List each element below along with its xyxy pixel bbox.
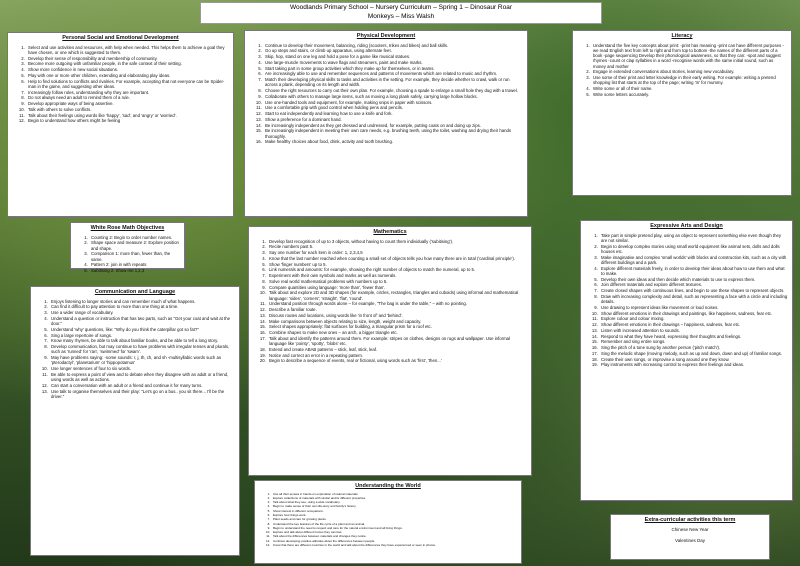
list-item: 12. Describe a familiar route. bbox=[267, 307, 527, 312]
extra-curricular-list bbox=[611, 527, 769, 544]
list-item: 1. Enjoys listening to longer stories and can remember much of what happens. bbox=[49, 299, 235, 304]
list-item: 10. Talk with others to solve conflicts. bbox=[26, 107, 229, 112]
list-item: 1. Develop fast recognition of up to 3 objects, without having to count them individually ('subitising'). bbox=[267, 239, 527, 244]
list-item: 19. Notice and correct an error in a repeating pattern. bbox=[267, 353, 527, 358]
list-item: 7. Experiment with their own symbols and marks as well as numerals. bbox=[267, 273, 527, 278]
list-item: 17. Sing the melodic shape (moving melody, such as up and down, down and up) of familiar songs. bbox=[599, 351, 788, 356]
list-item: 5. Subitising 2: Show me 1,2,3 bbox=[89, 268, 180, 273]
white-rose-title: White Rose Math Objectives bbox=[90, 225, 165, 231]
list-item: 4. Write some or all of their name. bbox=[591, 86, 787, 91]
list-item: 20. Begin to describe a sequence of events, real or fictional, using words such as 'first', 'then...' bbox=[267, 358, 527, 363]
list-item: 15. Remember and sing entire songs. bbox=[599, 339, 788, 344]
list-item: 13. Know that there are different countries in the world and talk about the differences they have experienced or seen in photos. bbox=[271, 544, 517, 548]
list-item: 4. Pattern 2: join in with repeats bbox=[89, 262, 180, 267]
mathematics-list bbox=[249, 239, 531, 364]
list-item: 15. Select shapes appropriately: flat surfaces for building, a triangular prism for a roof etc. bbox=[267, 324, 527, 329]
list-item: 3. Make imaginative and complex 'small worlds' with blocks and construction kits, such as a city with different buildings and a park. bbox=[599, 255, 788, 266]
list-item: 10. Talk about and explore 2D and 3D shapes (for example, circles, rectangles, triangles and cuboids) using informal and mathematical language: 'sides', 'corners'; 'straight', 'flat', 'round'. bbox=[267, 290, 527, 301]
list-item: 14. Make comparisons between objects relating to size, length, weight and capacity. bbox=[267, 319, 527, 324]
list-item: 6. Join different materials and explore different textures. bbox=[599, 282, 788, 287]
list-item: 2. Engage in extended conversations about stories, learning new vocabulary. bbox=[591, 69, 787, 74]
list-item: 10. Use one-handed tools and equipment, for example, making snips in paper with scissors. bbox=[263, 100, 523, 105]
list-item: 9. May have problems saying: -some sounds: r, j, th, ch, and sh -multisyllabic words such as 'pterodactyl', 'planetarium' or 'hippopotamus' bbox=[49, 355, 235, 366]
mathematics-box bbox=[248, 226, 532, 476]
list-item: 2. Explore collections of materials with similar and/or different properties. bbox=[271, 497, 517, 501]
list-item: 16. Combine shapes to make new ones – an arch, a bigger triangle etc. bbox=[267, 330, 527, 335]
list-item: 7. Increasingly follow rules, understanding why they are important. bbox=[26, 90, 229, 95]
list-item: 4. Know that the last number reached when counting a small set of objects tells you how many there are in total ('cardinal principle'). bbox=[267, 256, 527, 261]
list-item: 3. Use some of their print and letter knowledge in their early writing. For example: writing a pretend shopping list that starts at the top of the page; writing 'm' for mummy. bbox=[591, 75, 787, 86]
list-item: 13. Listen with increased attention to sounds. bbox=[599, 328, 788, 333]
list-item: 11. Understand position through words alone – for example, "The bag is under the table," – with no pointing. bbox=[267, 301, 527, 306]
literacy-list bbox=[573, 43, 791, 98]
list-item: 5. Start taking part in some group activities which they make up for themselves, or in teams. bbox=[263, 66, 523, 71]
list-item: 5. Write some letters accurately. bbox=[591, 92, 787, 97]
list-item: 11. Be able to express a point of view and to debate when they disagree with an adult or a friend, using words as well as actions. bbox=[49, 372, 235, 383]
list-item: 12. Start to eat independently and learning how to use a knife and fork. bbox=[263, 111, 523, 116]
list-item: 10. Explore and talk about different forces they can feel. bbox=[271, 531, 517, 535]
personal-social-title: Personal Social and Emotional Development bbox=[62, 35, 179, 41]
list-item: 5. Understand 'why' questions, like: "Why do you think the caterpillar got so fat?" bbox=[49, 327, 235, 332]
list-item: 12. Continue developing positive attitudes about the differences between people. bbox=[271, 540, 517, 544]
list-item: 9. Use drawing to represent ideas like movement or loud noises. bbox=[599, 305, 788, 310]
communication-box bbox=[30, 286, 240, 556]
list-item: 3. Talk about what they see, using a wide vocabulary. bbox=[271, 501, 517, 505]
list-item: 14. Be increasingly independent as they get dressed and undressed, for example, putting coats on and doing up zips. bbox=[263, 123, 523, 128]
list-item: 7. Match their developing physical skills to tasks and activities in the setting. For example, they decide whether to crawl, walk or run across a plank, depending on its length and width. bbox=[263, 77, 523, 88]
literacy-box bbox=[572, 30, 792, 196]
physical-title: Physical Development bbox=[356, 33, 416, 39]
list-item: 18. Create their own songs, or improvise a song around one they know. bbox=[599, 357, 788, 362]
list-item: 7. Create closed shapes with continuous lines, and begin to use these shapes to represent objects. bbox=[599, 288, 788, 293]
list-item: 19. Play instruments with increasing control to express their feelings and ideas. bbox=[599, 362, 788, 367]
list-item: 6. Explore how things work. bbox=[271, 514, 517, 518]
list-item: 2. Begin to develop complex stories using small world equipment like animal sets, dolls and dolls houses etc. bbox=[599, 244, 788, 255]
communication-list bbox=[31, 299, 239, 400]
list-item: 4. Understand a question or instruction that has two parts, such as "Get your coat and wait at the door." bbox=[49, 316, 235, 327]
list-item: 17. Talk about and identify the patterns around them. For example: stripes on clothes, designs on rugs and wallpaper. Use informal language like 'pointy', 'spotty', 'blobs' etc. bbox=[267, 336, 527, 347]
list-item: 8. Understand the key features of the life cycle of a plant and an animal. bbox=[271, 523, 517, 527]
list-item: 8. Draw with increasing complexity and detail, such as representing a face with a circle and including details. bbox=[599, 294, 788, 305]
list-item: 13. Show a preference for a dominant hand. bbox=[263, 117, 523, 122]
list-item: 4. Explore different materials freely, in order to develop their ideas about how to use them and what to make. bbox=[599, 266, 788, 277]
list-item: 6. Sing a large repertoire of songs. bbox=[49, 333, 235, 338]
list-item: 3. Say one number for each item in order: 1, 2,3,4,5 bbox=[267, 250, 527, 255]
list-item: 3. Become more outgoing with unfamiliar people, in the safe context of their setting. bbox=[26, 61, 229, 66]
list-item: 11. Use a comfortable grip with good control when holding pens and pencils. bbox=[263, 105, 523, 110]
list-item: 16. Make healthy choices about food, drink, activity and tooth brushing. bbox=[263, 139, 523, 144]
list-item: 13. Use talk to organise themselves and their play: "Let's go on a bus.. you sit there... I'll be the driver." bbox=[49, 389, 235, 400]
list-item: 14. Respond to what they have heard, expressing their thoughts and feelings. bbox=[599, 334, 788, 339]
list-item: 8. Choose the right resources to carry out their own plan. For example, choosing a spade to enlarge a small hole they dug with a trowel. bbox=[263, 88, 523, 93]
understanding-world-list bbox=[255, 493, 521, 548]
list-item: 2. Can find it difficult to pay attention to more than one thing at a time. bbox=[49, 304, 235, 309]
list-item: 1. Counting 2: Begin to order number names. bbox=[89, 235, 180, 240]
list-item: 4. Use large-muscle movements to wave flags and streamers, paint and make marks. bbox=[263, 60, 523, 65]
list-item: 6. Link numerals and amounts: for example, showing the right number of objects to match the numeral, up to 5. bbox=[267, 267, 527, 272]
literacy-title: Literacy bbox=[671, 33, 693, 39]
extra-curricular-box bbox=[610, 514, 770, 560]
list-item: 10. Show different emotions in their drawings and paintings, like happiness, sadness, fear etc. bbox=[599, 311, 788, 316]
header-title: Woodlands Primary School – Nursery Curriculum – Spring 1 – Dinosaur Roar bbox=[289, 4, 513, 11]
list-item: 12. Show different emotions in their drawings – happiness, sadness, fear etc. bbox=[599, 322, 788, 327]
extra-curricular-title: Extra-curricular activities this term bbox=[644, 517, 736, 523]
list-item: 8. Do not always need an adult to remind them of a rule. bbox=[26, 95, 229, 100]
list-item: 3. Skip, hop, stand on one leg and hold a pose for a game like musical statues. bbox=[263, 54, 523, 59]
mathematics-title: Mathematics bbox=[373, 229, 407, 235]
list-item: 16. Sing the pitch of a tone sung by another person ('pitch match'). bbox=[599, 345, 788, 350]
list-item: 11. Talk about the differences between materials and changes they notice. bbox=[271, 535, 517, 539]
list-item: 4. Show more confidence in new social situations. bbox=[26, 67, 229, 72]
list-item: 12. Begin to understand how others might be feeling bbox=[26, 118, 229, 123]
list-item: 10. Use longer sentences of four to six words. bbox=[49, 366, 235, 371]
physical-list bbox=[245, 43, 527, 145]
list-item: 8. Develop communication, but may continue to have problems with irregular tenses and plurals, such as 'runned' for 'ran', 'swimmed' for 'swam'. bbox=[49, 344, 235, 355]
list-item: 11. Talk about their feelings using words like 'happy', 'sad', and 'angry' or 'worried'. bbox=[26, 113, 229, 118]
list-item: 6. Help to find solutions to conflicts and rivalries. For example, accepting that not everyone can be Spider-man in the game, and suggesting other ideas. bbox=[26, 79, 229, 90]
expressive-arts-list bbox=[581, 233, 792, 368]
list-item: 7. Know many rhymes, be able to talk about familiar books, and be able to tell a long story. bbox=[49, 338, 235, 343]
list-item: 15. Be increasingly independent in meeting their own care needs, e.g. brushing teeth, using the toilet, washing and drying their hands thoroughly. bbox=[263, 128, 523, 139]
list-item: 1. Take part in simple pretend play, using an object to represent something else even though they are not similar. bbox=[599, 233, 788, 244]
list-item: 9. Begin to understand the need to respect and care for the natural environment and all living things. bbox=[271, 527, 517, 531]
header-subtitle: Monkeys – Miss Walsh bbox=[367, 12, 435, 20]
expressive-arts-box bbox=[580, 220, 793, 501]
list-item: 9. Collaborate with others to manage large items, such as moving a long plank safely, carrying large hollow blocks. bbox=[263, 94, 523, 99]
white-rose-box bbox=[70, 222, 185, 273]
list-item: 9. Develop appropriate ways of being assertive. bbox=[26, 101, 229, 106]
communication-title: Communication and Language bbox=[94, 289, 176, 295]
list-item: 11. Explore colour and colour mixing. bbox=[599, 316, 788, 321]
list-item: Valentines Day bbox=[675, 537, 705, 543]
list-item: 5. Play with one or more other children, extending and elaborating play ideas. bbox=[26, 73, 229, 78]
list-item: Chinese New Year bbox=[671, 526, 709, 532]
personal-social-box bbox=[7, 32, 234, 217]
list-item: 1. Select and use activities and resources, with help when needed. This helps them to achieve a goal they have chosen, or one which is suggested to them. bbox=[26, 45, 229, 56]
list-item: 2. Go up steps and stairs, or climb up apparatus, using alternate feet. bbox=[263, 48, 523, 53]
list-item: 18. Extend and create ABAB patterns – stick, leaf, stick, leaf. bbox=[267, 347, 527, 352]
list-item: 2. Shape space and measure 2: Explore position and shape. bbox=[89, 240, 180, 251]
list-item: 12. Can start a conversation with an adult or a friend and continue it for many turns. bbox=[49, 383, 235, 388]
list-item: 1. Continue to develop their movement, balancing, riding (scooters, trikes and bikes) and ball skills. bbox=[263, 43, 523, 48]
list-item: 4. Begin to make sense of their own life-story and family's history. bbox=[271, 505, 517, 509]
list-item: 7. Plant seeds and care for growing plants. bbox=[271, 518, 517, 522]
expressive-arts-title: Expressive Arts and Design bbox=[650, 223, 723, 229]
page-header bbox=[200, 2, 602, 24]
list-item: 5. Show 'finger numbers' up to 5. bbox=[267, 262, 527, 267]
list-item: 13. Discuss routes and locations, using words like 'in front of' and 'behind'. bbox=[267, 313, 527, 318]
list-item: 1. Use all their senses in hands-on exploration of natural materials. bbox=[271, 493, 517, 497]
understanding-world-title: Understanding the World bbox=[355, 483, 421, 489]
list-item: 2. Develop their sense of responsibility and membership of community. bbox=[26, 56, 229, 61]
list-item: 5. Show interest in different occupations. bbox=[271, 510, 517, 514]
list-item: 9. Compare quantities using language: 'more than', 'fewer than'. bbox=[267, 285, 527, 290]
list-item: 1. Understand the five key concepts about print: -print has meaning -print can have different purposes -we read English text from left to right and from top to bottom -the names of the different parts of a book -page sequencing Develop their phonological awareness, so that they can: -spot and suggest rhymes -count or clap syllables in a word -recognise words with the same initial sound, such as money and mother bbox=[591, 43, 787, 69]
list-item: 8. Solve real world mathematical problems with numbers up to 5. bbox=[267, 279, 527, 284]
list-item: 6. Are increasingly able to use and remember sequences and patterns of movements which are related to music and rhythm. bbox=[263, 71, 523, 76]
physical-box bbox=[244, 30, 528, 217]
list-item: 3. Comparison 1: more than, fewer than, the same. bbox=[89, 251, 180, 262]
list-item: 2. Recite numbers past 5. bbox=[267, 244, 527, 249]
understanding-world-box bbox=[254, 480, 522, 564]
white-rose-list bbox=[71, 235, 184, 274]
list-item: 3. Use a wider range of vocabulary. bbox=[49, 310, 235, 315]
personal-social-list bbox=[8, 45, 233, 124]
list-item: 5. Develop their own ideas and then decide which materials to use to express them. bbox=[599, 277, 788, 282]
